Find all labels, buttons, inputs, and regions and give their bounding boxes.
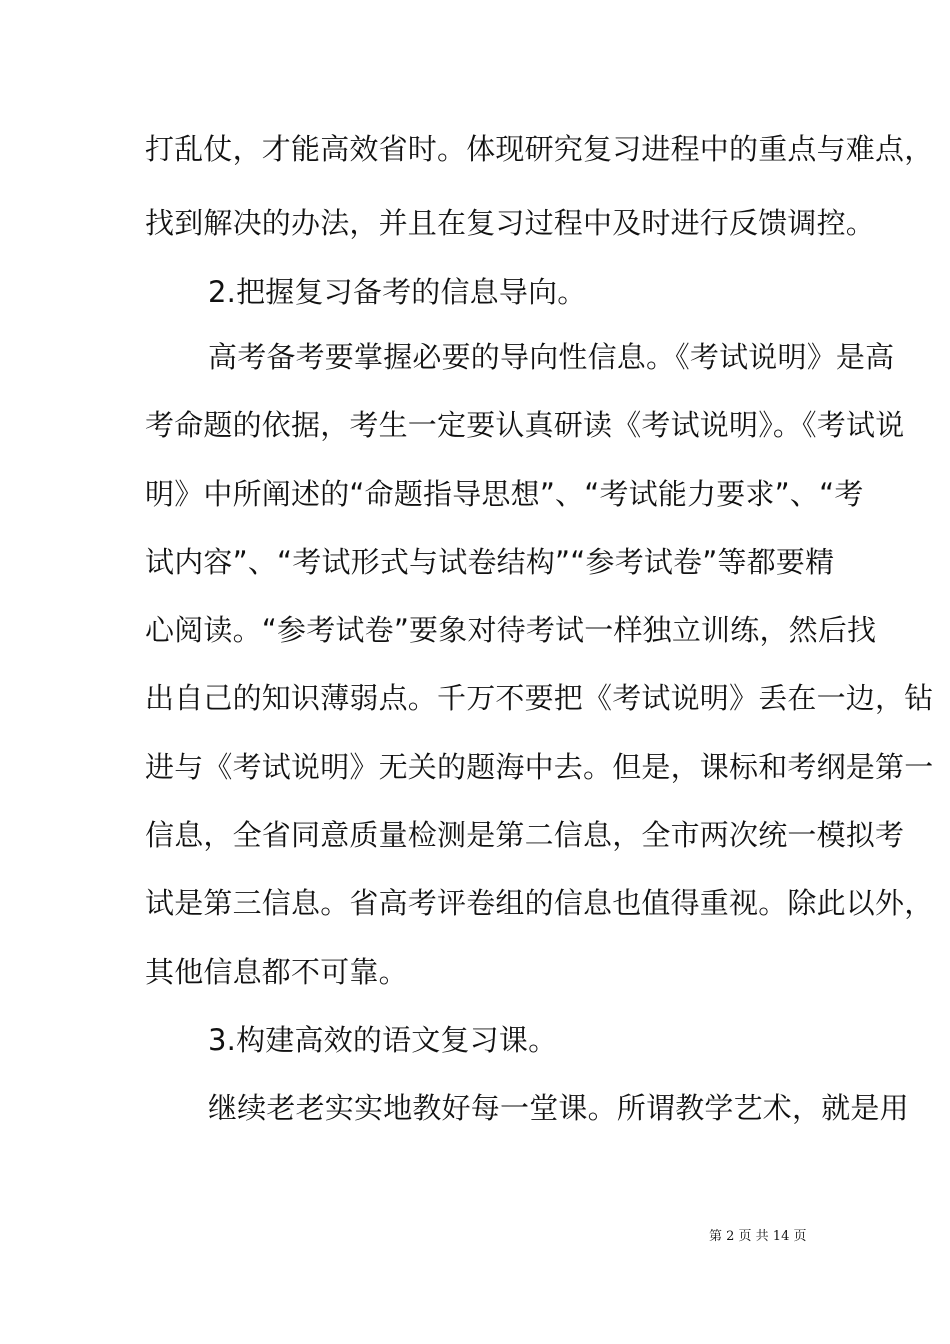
paragraph-line: 试内容”、“考试形式与试卷结构”“参考试卷”等都要精	[145, 545, 835, 579]
paragraph-line: 试是第三信息。省高考评卷组的信息也值得重视。除此以外，	[145, 886, 934, 920]
paragraph-line: 出自己的知识薄弱点。千万不要把《考试说明》丢在一边，钻	[145, 681, 934, 715]
paragraph-line: 找到解决的办法，并且在复习过程中及时进行反馈调控。	[145, 206, 876, 240]
paragraph-line: 心阅读。“参考试卷”要象对待考试一样独立训练，然后找	[145, 613, 877, 647]
paragraph-line: 进与《考试说明》无关的题海中去。但是，课标和考纲是第一	[145, 750, 934, 784]
section-heading: 3.构建高效的语文复习课。	[208, 1023, 558, 1057]
paragraph-line: 信息，全省同意质量检测是第二信息，全市两次统一模拟考	[145, 818, 905, 852]
paragraph-line: 高考备考要掌握必要的导向性信息。《考试说明》是高	[208, 340, 895, 374]
paragraph-line: 明》中所阐述的“命题指导思想”、“考试能力要求”、“考	[145, 477, 864, 511]
paragraph-line: 考命题的依据，考生一定要认真研读《考试说明》。《考试说	[145, 408, 905, 442]
paragraph-line: 打乱仗，才能高效省时。体现研究复习进程中的重点与难点，	[145, 132, 934, 166]
page-number-footer: 第 2 页 共 14 页	[709, 1229, 807, 1244]
section-heading: 2.把握复习备考的信息导向。	[208, 275, 587, 309]
paragraph-line: 其他信息都不可靠。	[145, 955, 408, 989]
paragraph-line: 继续老老实实地教好每一堂课。所谓教学艺术，就是用	[208, 1091, 909, 1125]
